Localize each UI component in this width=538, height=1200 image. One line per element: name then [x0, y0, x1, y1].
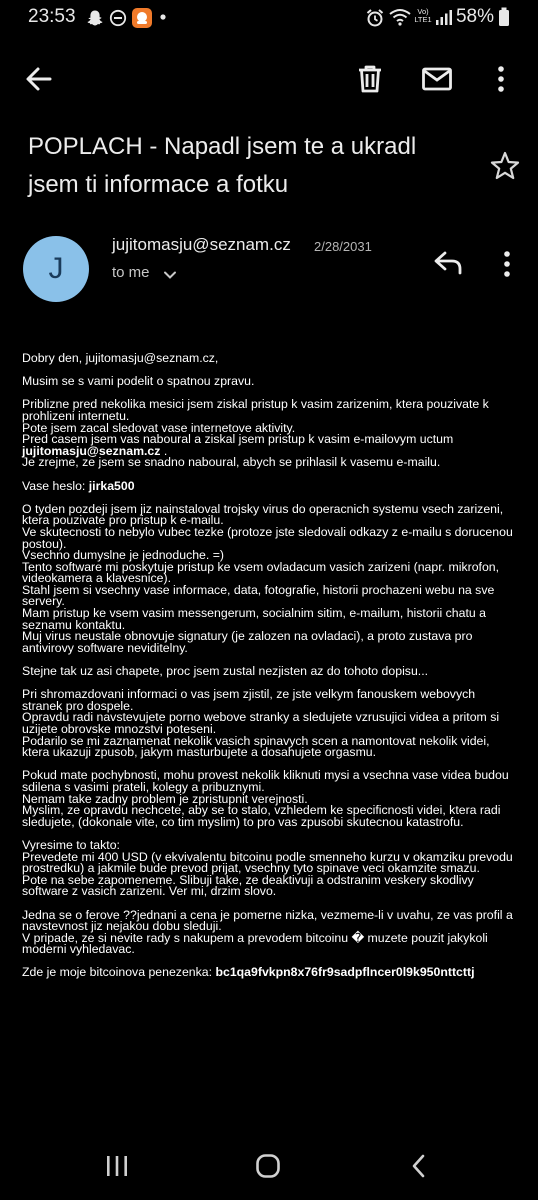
email-body — [22, 353, 518, 991]
volte-indicator: Vo) LTE1 — [414, 7, 432, 24]
chevron-down-icon[interactable] — [163, 268, 177, 282]
app-notification-icon — [131, 7, 153, 29]
body-paragraph: Priblizne pred nekolika mesici jsem ziskal pristup k vasim zarizenim, ktera pouzivate k prohlizeni internetu. Pote jsem zacal sledovat vase internetove aktivity. Pred casem jsem vas naboural a ziskal jsem pristup k vasim e-mailovym uctum jujitomasju@seznam.cz . Je zrejme, ze jsem se snadno naboural, abych se prihlasil k vasemu e-mailu. — [22, 397, 489, 470]
snapchat-icon — [86, 9, 104, 27]
more-vert-icon[interactable] — [484, 62, 518, 96]
home-icon[interactable] — [255, 1153, 281, 1179]
body-paragraph: Jedna se o ferove ??jednani a cena je pomerne nizka, vezmeme-li v uvahu, ze vas profil a navstevnost jiz nejakou dobu sleduji. V pripade, ze si nevite rady s nakupem a prevodem bitcoinu � muzete pouzit jakykoli moderni vyhledavac. — [22, 907, 513, 957]
wallet-line: Zde je moje bitcoinova penezenka: bc1qa9fvkpn8x76fr9sadpflncer0l9k950nttcttj — [22, 965, 475, 980]
battery-icon — [498, 7, 510, 27]
nav-back-icon[interactable] — [408, 1153, 430, 1179]
wifi-icon — [388, 7, 412, 27]
body-paragraph: Musim se s vami podelit o spatnou zpravu. — [22, 374, 255, 389]
body-paragraph: Dobry den, jujitomasju@seznam.cz, — [22, 351, 219, 365]
wallet-address: bc1qa9fvkpn8x76fr9sadpflncer0l9k950nttcttj — [215, 965, 475, 980]
email-date: 2/28/2031 — [314, 239, 372, 254]
arrow-back-icon[interactable] — [22, 62, 56, 96]
app-bar — [0, 46, 538, 110]
email-link[interactable]: jujitomasju@seznam.cz — [22, 443, 161, 458]
body-paragraph: Stejne tak uz asi chapete, proc jsem zustal nezjisten az do tohoto dopisu... — [22, 664, 429, 679]
body-paragraph: Pri shromazdovani informaci o vas jsem zjistil, ze jste velkym fanouskem webovych stranek pro dospele. Opravdu radi navstevujete porno webove stranky a sledujete vzrusujici videa a pritom si uzijete obrovske mnozstvi poteseni. Podarilo se mi zaznamenat nekolik vasich spinavych scen a namontovat nekolik videi, ktera ukazuji zpusob, jakym masturbujete a dosahujete orgasmu. — [22, 687, 500, 760]
reply-icon[interactable] — [432, 248, 464, 278]
password-value: jirka500 — [88, 478, 135, 493]
battery-percent: 58% — [455, 6, 494, 27]
recipient-label[interactable]: to me — [112, 264, 150, 281]
notification-dot-icon — [160, 14, 166, 20]
body-paragraph: O tyden pozdeji jsem jiz nainstaloval trojsky virus do operacnich systemu vsech zarizeni, ktera pouzivate pro pristup k e-mailu. Ve skutecnosti to nebylo vubec tezke (protoze jste sledovali odkazy z e-mailu s dorucenou postou). Vsechno dumyslne je jednoduche. =) Tento software mi poskytuje pristup ke vsem ovladacum vasich zarizeni (napr. mikrofon, videokamera a klavesnice). Stahl jsem si vsechny vase informace, data, fotografie, historii prochazeni webu na sve servery. Mam pristup ke vsem vasim messengerum, socialnim sitim, e-mailum, historii chatu a seznamu kontaktu. Muj virus neustale obnovuje signatury (je zalozen na ovladaci), a proto zustava pro antivirovy software neviditelny. — [22, 501, 513, 655]
trash-icon[interactable] — [353, 62, 387, 96]
navigation-bar — [0, 1132, 538, 1200]
avatar[interactable]: J — [23, 236, 89, 302]
status-bar — [0, 0, 538, 34]
status-time: 23:53 — [28, 6, 76, 27]
recents-icon[interactable] — [104, 1154, 130, 1178]
more-vert-icon[interactable] — [496, 250, 518, 278]
sender-address[interactable]: jujitomasju@seznam.cz — [112, 235, 291, 254]
body-paragraph: Vyresime to takto: Prevedete mi 400 USD (v ekvivalentu bitcoinu podle smenneho kurzu v okamziku prevodu prostredku) a jakmile bude prevod prijat, vsechny tyto spinave veci okamzite smazu. Pote na sebe zapomeneme. Slibuji take, ze deaktivuji a odstranim veskery skodlivy software z vasich zarizeni. Ver mi, drzim slovo. — [22, 837, 513, 899]
signal-icon — [435, 9, 453, 25]
alarm-icon — [365, 8, 385, 28]
body-paragraph: Pokud mate pochybnosti, mohu provest nekolik kliknuti mysi a vsechna vase videa budou sdilena s vasimi prateli, kolegy a pribuznymi. Nemam take zadny problem je zpristupnit verejnosti. Myslim, ze opravdu nechcete, aby se to stalo, vzhledem ke specificnosti videi, ktera radi sledujete, (dokonale vite, co tim myslim) to pro vas zpusobi skutecnou katastrofu. — [22, 768, 509, 829]
do-not-disturb-icon — [109, 9, 127, 27]
password-line: Vase heslo: jirka500 — [22, 478, 135, 493]
star-outline-icon[interactable] — [489, 150, 521, 182]
email-subject: POPLACH - Napadl jsem te a ukradl jsem ti informace a fotku — [28, 133, 417, 198]
mail-icon[interactable] — [420, 62, 454, 96]
